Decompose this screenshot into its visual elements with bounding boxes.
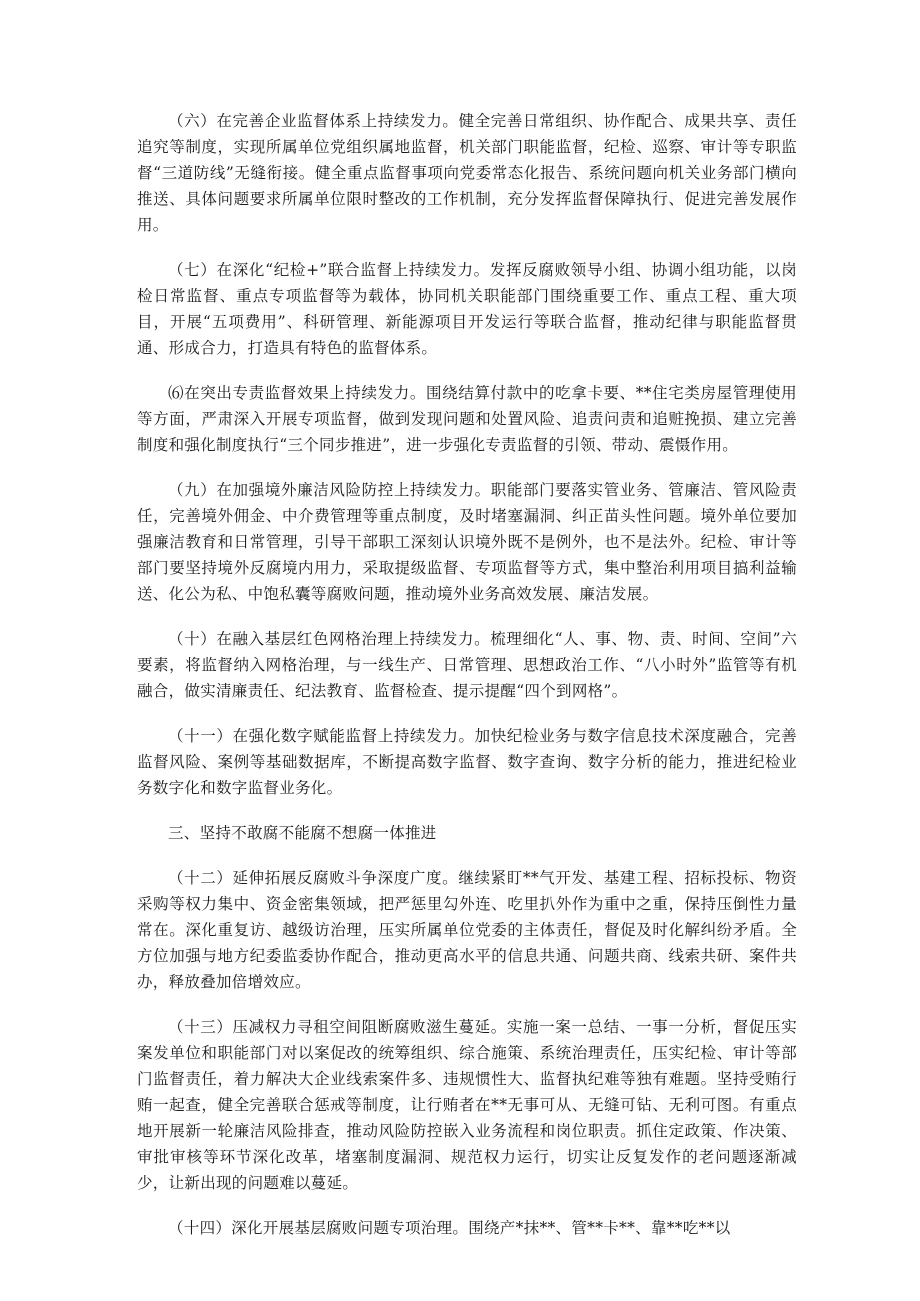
paragraph-8: ⑹在突出专责监督效果上持续发力。围绕结算付款中的吃拿卡要、**住宅类房屋管理使用等方面，严肃深入开展专项监督，做到发现问题和处置风险、追责问责和追赃挽损、建立完善制度和强化制度执行“三个同步推进”，进一步强化专责监督的引领、带动、震慑作用。	[137, 384, 797, 454]
paragraph-13: （十三）压减权力寻租空间阻断腐败滋生蔓延。实施一案一总结、一事一分析，督促压实案发单位和职能部门对以案促改的统筹组织、综合施策、系统治理责任，压实纪检、审计等部门监督责任，着力解决大企业线索案件多、违规惯性大、监督执纪难等独有难题。坚持受贿行贿一起查，健全完善联合惩戒等制度，让行贿者在**无事可从、无缝可钻、无利可图。有重点地开展新一轮廉洁风险排查，推动风险防控嵌入业务流程和岗位职责。抓住定政策、作决策、审批审核等环节深化改革，堵塞制度漏洞、规范权力运行，切实让反复发作的老问题逐渐减少，让新出现的问题难以蔓延。	[137, 1018, 797, 1192]
paragraph-12: （十二）延伸拓展反腐败斗争深度广度。继续紧盯**气开发、基建工程、招标投标、物资采购等权力集中、资金密集领域，把严惩里勾外连、吃里扒外作为重中之重，保持压倒性力量常在。深化重复访、越级访治理，压实所属单位党委的主体责任，督促及时化解纠纷矛盾。全方位加强与地方纪委监委协作配合，推动更高水平的信息共通、问题共商、线索共研、案件共办，释放叠加倍增效应。	[137, 869, 797, 991]
paragraph-10: （十）在融入基层红色网格治理上持续发力。梳理细化“人、事、物、责、时间、空间”六要素，将监督纳入网格治理，与一线生产、日常管理、思想政治工作、“八小时外”监管等有机融合，做实清廉责任、纪法教育、监督检查、提示提醒“四个到网格”。	[137, 630, 797, 700]
section-heading: 三、坚持不敢腐不能腐不想腐一体推进	[168, 824, 437, 842]
paragraph-14: （十四）深化开展基层腐败问题专项治理。围绕产*抹**、管**卡**、靠**吃**以	[168, 1219, 731, 1237]
paragraph-7: （七）在深化“纪检+”联合监督上持续发力。发挥反腐败领导小组、协调小组功能，以岗检日常监督、重点专项监督等为载体，协同机关职能部门围绕重要工作、重点工程、重大项目，开展“五项费用”、科研管理、新能源项目开发运行等联合监督，推动纪律与职能监督贯通、形成合力，打造具有特色的监督体系。	[137, 261, 797, 357]
paragraph-9: （九）在加强境外廉洁风险防控上持续发力。职能部门要落实管业务、管廉洁、管风险责任，完善境外佣金、中介费管理等重点制度，及时堵塞漏洞、纠正苗头性问题。境外单位要加强廉洁教育和日常管理，引导干部职工深刻认识境外既不是例外，也不是法外。纪检、审计等部门要坚持境外反腐境内用力，采取提级监督、专项监督等方式，集中整治利用项目搞利益输送、化公为私、中饱私囊等腐败问题，推动境外业务高效发展、廉洁发展。	[137, 481, 797, 603]
paragraph-11: （十一）在强化数字赋能监督上持续发力。加快纪检业务与数字信息技术深度融合，完善监督风险、案例等基础数据库，不断提高数字监督、数字查询、数字分析的能力，推进纪检业务数字化和数字监督业务化。	[137, 727, 797, 797]
paragraph-6: （六）在完善企业监督体系上持续发力。健全完善日常组织、协作配合、成果共享、责任追究等制度，实现所属单位党组织属地监督，机关部门职能监督，纪检、巡察、审计等专职监督“三道防线”无缝衔接。健全重点监督事项向党委常态化报告、系统问题向机关业务部门横向推送、具体问题要求所属单位限时整改的工作机制，充分发挥监督保障执行、促进完善发展作用。	[137, 112, 797, 234]
document-page	[137, 108, 797, 1241]
